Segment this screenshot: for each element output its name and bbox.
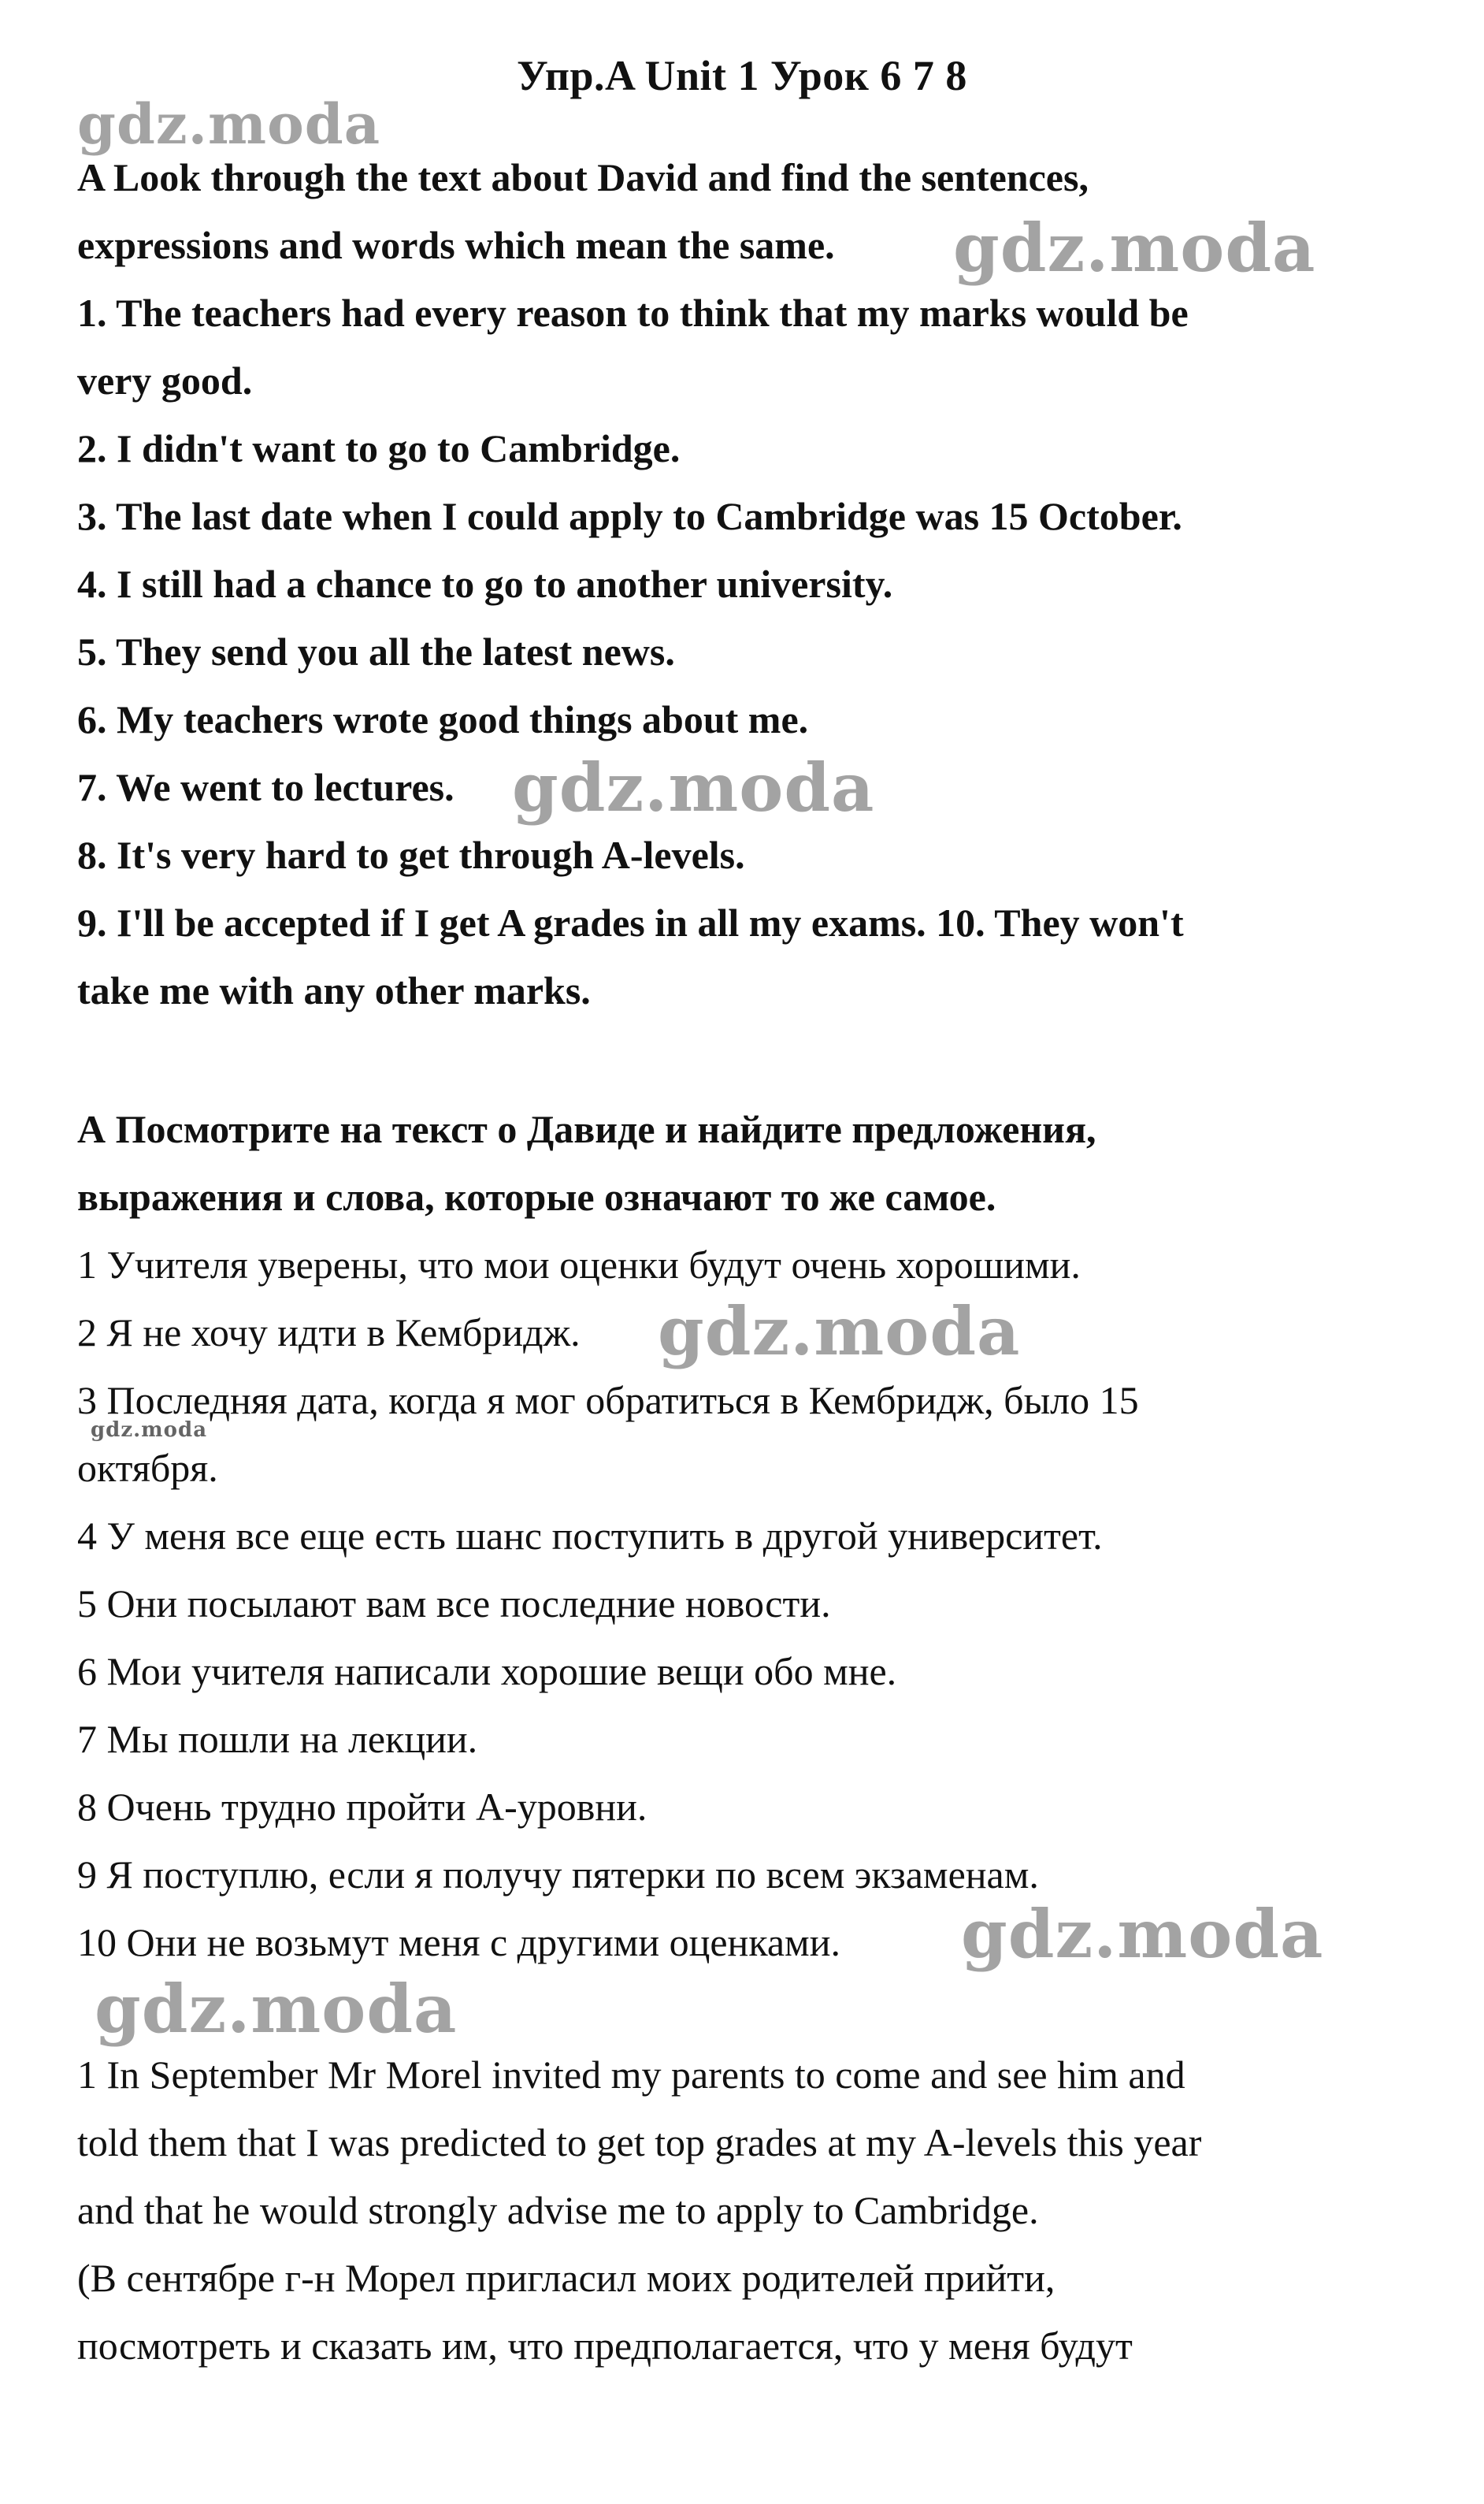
task-heading-line-2: expressions and words which mean the same. xyxy=(77,223,835,267)
task-heading-line-1: A Look through the text about David and find the sentences, xyxy=(77,155,1089,199)
ru-item-3-line-1: 3 Последняя дата, когда я мог обратиться в Кембридж, было 15 xyxy=(77,1378,1139,1422)
page-title: Упр.A Unit 1 Урок 6 7 8 xyxy=(517,52,967,99)
ru-item-1: 1 Учителя уверены, что мои оценки будут очень хорошими. xyxy=(77,1243,1081,1287)
ru-item-3-line-2: октября. xyxy=(77,1446,218,1490)
ru-item-9: 9 Я поступлю, если я получу пятерки по всем экзаменам. xyxy=(77,1852,1039,1897)
item-1-line-1: 1. The teachers had every reason to think that my marks would be xyxy=(77,291,1189,335)
item-5: 5. They send you all the latest news. xyxy=(77,630,675,674)
ru-item-10: 10 Они не возьмут меня с другими оценками. xyxy=(77,1920,840,1964)
item-7: 7. We went to lectures. xyxy=(77,765,454,809)
watermark: gdz.moda xyxy=(91,1418,208,1442)
item-4: 4. I still had a chance to go to another university. xyxy=(77,562,893,606)
ru-item-4: 4 У меня все еще есть шанс поступить в другой университет. xyxy=(77,1514,1103,1558)
watermark: gdz.moda xyxy=(77,91,381,157)
answer-line-2: told them that I was predicted to get top grades at my A-levels this year xyxy=(77,2120,1202,2164)
answer-section xyxy=(77,2041,1416,2380)
ru-item-8: 8 Очень трудно пройти А-уровни. xyxy=(77,1785,647,1829)
watermark: gdz.moda xyxy=(961,1895,1324,1973)
item-9-line-2: take me with any other marks. xyxy=(77,968,591,1012)
item-6: 6. My teachers wrote good things about me. xyxy=(77,697,809,741)
exercise-russian xyxy=(77,1095,1416,1976)
answer-line-3: and that he would strongly advise me to apply to Cambridge. xyxy=(77,2188,1039,2232)
item-8: 8. It's very hard to get through A-levels. xyxy=(77,833,745,877)
ru-item-6: 6 Мои учителя написали хорошие вещи обо мне. xyxy=(77,1649,897,1693)
ru-heading-line-2: выражения и слова, которые означают то же самое. xyxy=(77,1175,996,1219)
item-1-line-2: very good. xyxy=(77,359,253,403)
ru-item-5: 5 Они посылают вам все последние новости. xyxy=(77,1581,831,1625)
watermark: gdz.moda xyxy=(95,1970,458,2048)
item-9-line-1: 9. I'll be accepted if I get A grades in all my exams. 10. They won't xyxy=(77,901,1184,945)
item-2: 2. I didn't want to go to Cambridge. xyxy=(77,426,681,470)
watermark: gdz.moda xyxy=(658,1292,1021,1370)
watermark: gdz.moda xyxy=(953,209,1316,287)
answer-line-5: посмотреть и сказать им, что предполагается, что у меня будут xyxy=(77,2324,1133,2368)
answer-line-1: 1 In September Mr Morel invited my parents to come and see him and xyxy=(77,2053,1185,2097)
watermark: gdz.moda xyxy=(512,749,875,827)
ru-heading-line-1: А Посмотрите на текст о Давиде и найдите предложения, xyxy=(77,1107,1096,1151)
ru-item-7: 7 Мы пошли на лекции. xyxy=(77,1717,478,1761)
ru-item-2: 2 Я не хочу идти в Кембридж. xyxy=(77,1310,581,1354)
answer-line-4: (В сентябре г-н Морел пригласил моих родителей прийти, xyxy=(77,2256,1055,2300)
item-3: 3. The last date when I could apply to Cambridge was 15 October. xyxy=(77,494,1182,538)
